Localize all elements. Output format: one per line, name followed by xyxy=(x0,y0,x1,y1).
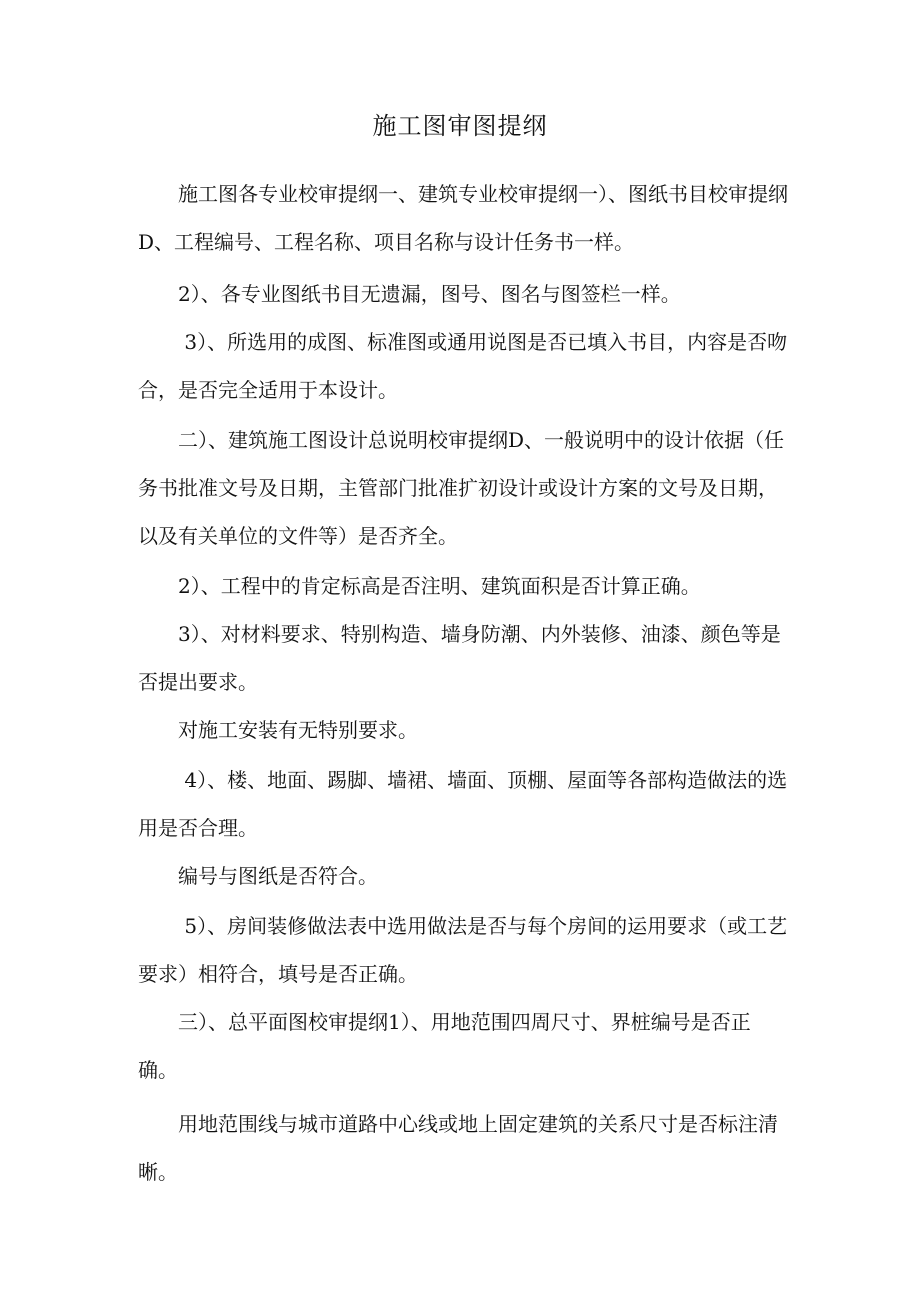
paragraph-elevation-area: 2）、工程中的肯定标高是否注明、建筑面积是否计算正确。 xyxy=(138,574,701,598)
paragraph-drawing-index: 2）、各专业图纸书目无遗漏，图号、图名与图签栏一样。 xyxy=(138,282,681,306)
paragraph-room-finish-table: 5）、房间装修做法表中选用做法是否与每个房间的运用要求（或工艺要求）相符合，填号是否正确。 xyxy=(138,914,788,986)
document-title: 施工图审图提纲 xyxy=(372,112,548,140)
paragraph-site-plan-outline: 三）、总平面图校审提纲1）、用地范围四周尺寸、界桩编号是否正确。 xyxy=(138,1010,751,1082)
paragraph-installation-requirements: 对施工安装有无特别要求。 xyxy=(138,718,418,742)
paragraph-material-requirements: 3）、对材料要求、特别构造、墙身防潮、内外装修、油漆、颜色等是否提出要求。 xyxy=(138,622,781,694)
paragraph-construction-methods: 4）、楼、地面、踢脚、墙裙、墙面、顶棚、屋面等各部构造做法的选用是否合理。 xyxy=(138,768,788,840)
paragraph-architecture-outline: 施工图各专业校审提纲一、建筑专业校审提纲一）、图纸书目校审提纲D、工程编号、工程名称、项目名称与设计任务书一样。 xyxy=(138,182,788,254)
paragraph-design-basis: 二）、建筑施工图设计总说明校审提纲D、一般说明中的设计依据（任务书批准文号及日期，主管部门批准扩初设计或设计方案的文号及日期，以及有关单位的文件等）是否齐全。 xyxy=(138,428,785,548)
paragraph-standard-drawings: 3）、所选用的成图、标准图或通用说图是否已填入书目，内容是否吻合，是否完全适用于本设计。 xyxy=(138,330,788,402)
paragraph-site-boundary-dimensions: 用地范围线与城市道路中心线或地上固定建筑的关系尺寸是否标注清晰。 xyxy=(138,1112,778,1184)
paragraph-numbering-match: 编号与图纸是否符合。 xyxy=(138,864,378,888)
